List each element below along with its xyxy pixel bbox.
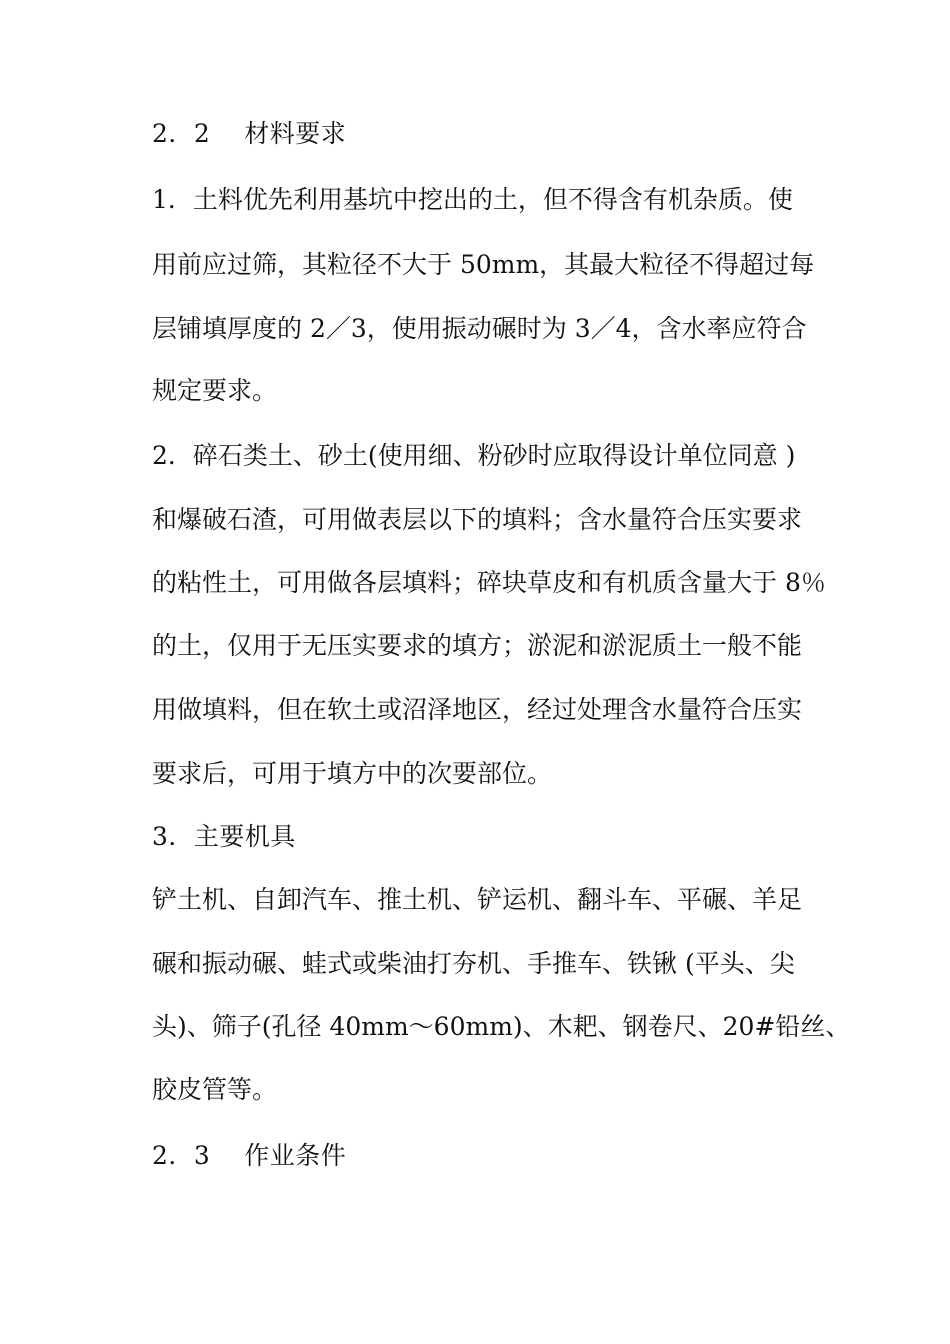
section-heading-2-2: 2．2 材料要求 — [152, 119, 347, 148]
paragraph-line: 2．碎石类土、砂土(使用细、粉砂时应取得设计单位同意 ) — [152, 441, 796, 470]
paragraph-line: 的粘性土，可用做各层填料；碎块草皮和有机质含量大于 8％ — [152, 568, 826, 597]
paragraph-line: 铲土机、自卸汽车、推土机、铲运机、翻斗车、平碾、羊足 — [152, 885, 803, 914]
paragraph-line: 规定要求。 — [152, 376, 278, 405]
paragraph-line: 头)、筛子(孔径 40mm～60mm)、木耙、钢卷尺、20#铅丝、 — [152, 1012, 851, 1041]
paragraph-line: 用前应过筛，其粒径不大于 50mm，其最大粒径不得超过每 — [152, 250, 815, 279]
list-heading-tools: 3．主要机具 — [152, 822, 296, 851]
paragraph-line: 胶皮管等。 — [152, 1075, 278, 1104]
paragraph-line: 用做填料，但在软土或沼泽地区，经过处理含水量符合压实 — [152, 695, 803, 724]
paragraph-line: 和爆破石渣，可用做表层以下的填料；含水量符合压实要求 — [152, 505, 803, 534]
section-heading-2-3: 2．3 作业条件 — [152, 1141, 347, 1170]
paragraph-line: 层铺填厚度的 2／3，使用振动碾时为 3／4，含水率应符合 — [152, 314, 807, 343]
paragraph-line: 要求后，可用于填方中的次要部位。 — [152, 759, 553, 788]
paragraph-line: 碾和振动碾、蛙式或柴油打夯机、手推车、铁锹 (平头、尖 — [152, 949, 795, 978]
paragraph-line: 1．土料优先利用基坑中挖出的土，但不得含有机杂质。使 — [152, 185, 793, 214]
paragraph-line: 的土，仅用于无压实要求的填方；淤泥和淤泥质土一般不能 — [152, 631, 803, 660]
